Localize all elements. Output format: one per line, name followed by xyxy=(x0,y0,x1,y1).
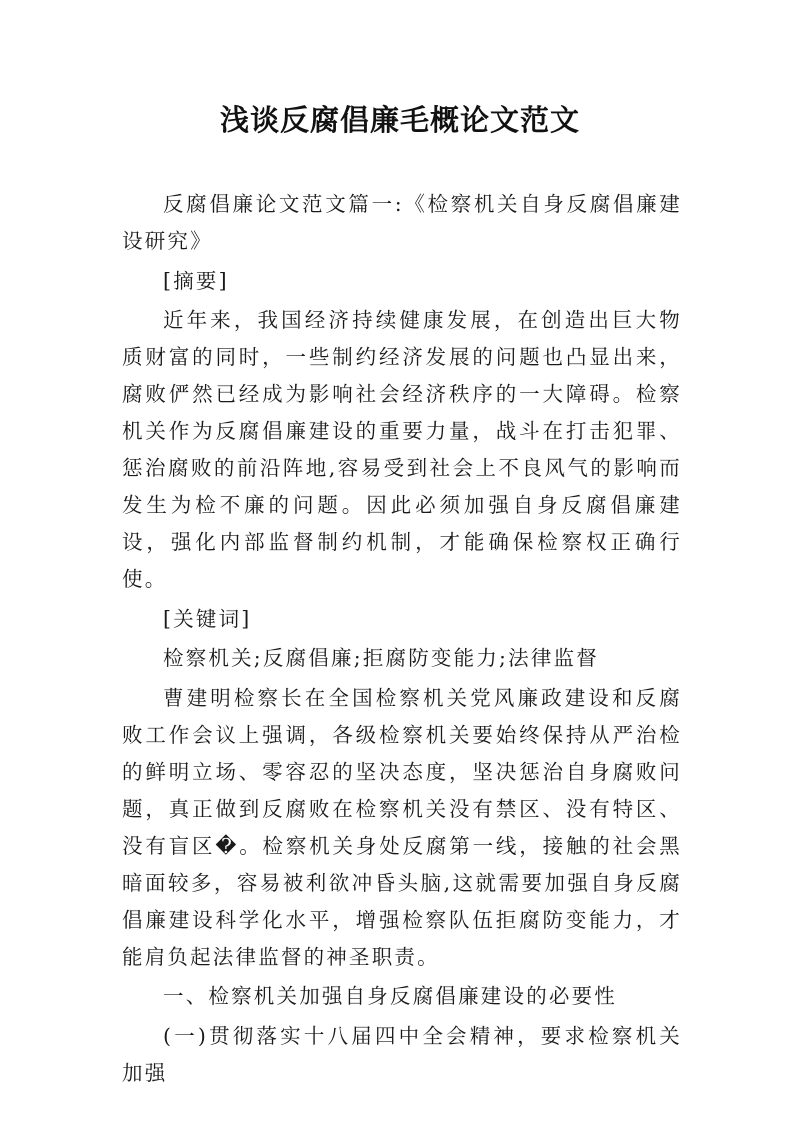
paragraph-subsection-heading: (一)贯彻落实十八届四中全会精神，要求检察机关加强 xyxy=(122,1023,682,1085)
paragraph-abstract: 近年来，我国经济持续健康发展，在创造出巨大物质财富的同时，一些制约经济发展的问题也凸显出来，腐败俨然已经成为影响社会经济秩序的一大障碍。检察机关作为反腐倡廉建设的重要力量，战斗在打击犯罪、惩治腐败的前沿阵地,容易受到社会上不良风气的影响而发生为检不廉的问题。因此必须加强自身反腐倡廉建设，强化内部监督制约机制，才能确保检察权正确行使。 xyxy=(122,308,682,591)
paragraph-keywords: 检察机关;反腐倡廉;拒腐防变能力;法律监督 xyxy=(163,646,599,670)
paragraph-keywords-label: [关键词] xyxy=(163,606,252,631)
paragraph-abstract-label: [摘要] xyxy=(163,268,229,293)
paragraph-intro: 曹建明检察长在全国检察机关党风廉政建设和反腐败工作会议上强调，各级检察机关要始终保持从严治检的鲜明立场、零容忍的坚决态度，坚决惩治自身腐败问题，真正做到反腐败在检察机关没有禁区、没有特区、没有盲区�。检察机关身处反腐第一线，接触的社会黑暗面较多，容易被利欲冲昏头脑,这就需要加强自身反腐倡廉建设科学化水平，增强检察队伍拒腐防变能力，才能肩负起法律监督的神圣职责。 xyxy=(122,685,682,969)
paragraph-section-heading: 一、检察机关加强自身反腐倡廉建设的必要性 xyxy=(163,984,617,1008)
document-body xyxy=(122,186,682,1092)
document-title: 浅谈反腐倡廉毛概论文范文 xyxy=(219,103,580,137)
paragraph-article-heading: 反腐倡廉论文范文篇一:《检察机关自身反腐倡廉建设研究》 xyxy=(122,192,682,253)
